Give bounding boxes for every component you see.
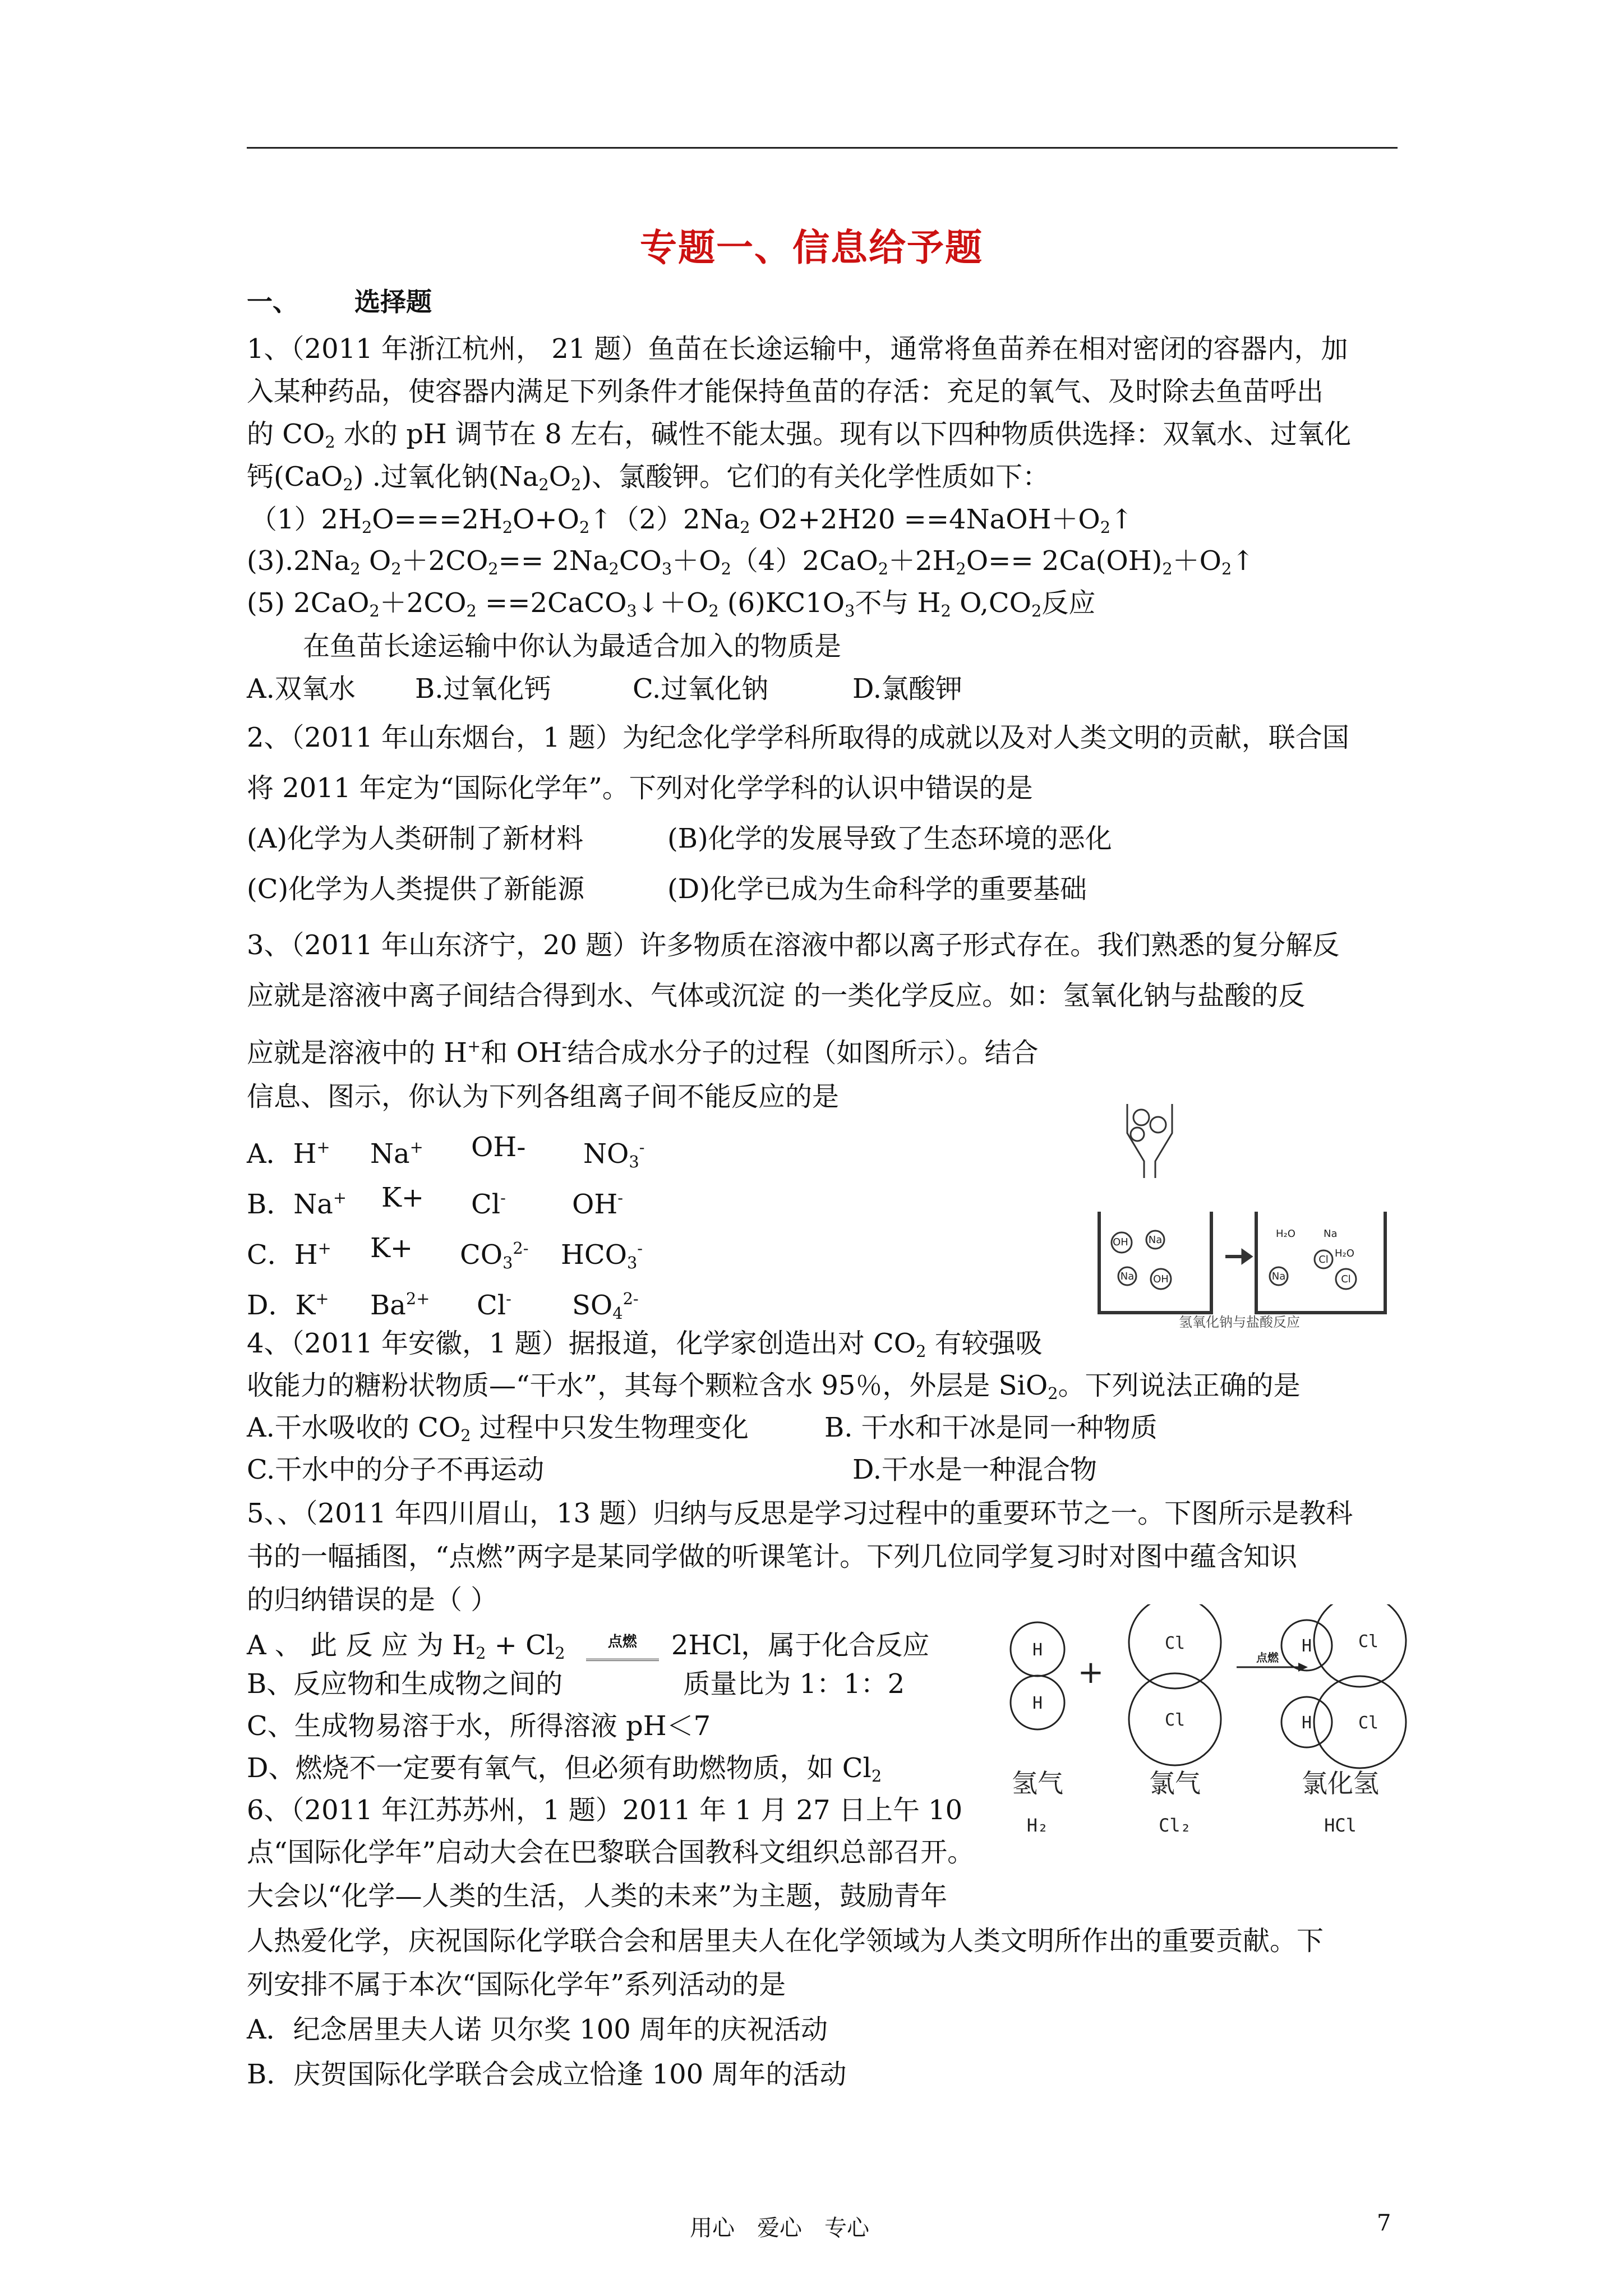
q1-option-d: D.氯酸钾 <box>852 673 963 705</box>
q6-option-a: A．纪念居里夫人诺 贝尔奖 100 周年的庆祝活动 <box>247 2014 828 2045</box>
q5-line-1: 5、、（2011 年四川眉山，13 题）归纳与反思是学习过程中的重要环节之一。下图所示是教科 <box>247 1498 1353 1529</box>
q3-line-1: 3、（2011 年山东济宁，20 题）许多物质在溶液中都以离子形式存在。我们熟悉的复分解反 <box>247 930 1340 961</box>
svg-text:Cl: Cl <box>1358 1632 1379 1651</box>
q4-option-a: A.干水吸收的 $CO_2$ 过程中只发生物理变化 <box>247 1412 749 1445</box>
arrow-condition: 点燃 <box>1256 1651 1279 1664</box>
formula-cl2: Cl₂ <box>1159 1815 1191 1836</box>
q6-line-1: 6、（2011 年江苏苏州，1 题）2011 年 1 月 27 日上午 10 <box>247 1795 963 1826</box>
svg-text:Cl: Cl <box>1318 1254 1329 1266</box>
svg-text:Na: Na <box>1120 1271 1135 1282</box>
svg-text:H₂O: H₂O <box>1276 1228 1295 1240</box>
section-heading <box>247 285 432 319</box>
q1-option-a: A.双氧水 <box>247 673 356 705</box>
cl-ion-icon <box>1133 1110 1149 1125</box>
neutralization-figure <box>1088 1094 1402 1329</box>
formula-h2: H₂ <box>1026 1815 1049 1836</box>
q1-line-1: 1、（2011 年浙江杭州， 21 题）鱼苗在长途运输中，通常将鱼苗养在相对密闭的容器内，加 <box>247 333 1348 365</box>
q2-option-b: (B)化学的发展导致了生态环境的恶化 <box>667 823 1112 854</box>
svg-text:Na: Na <box>1148 1234 1163 1246</box>
svg-text:H: H <box>1032 1694 1043 1713</box>
q5-line-2: 书的一幅插图，“点燃”两字是某同学做的听课笔计。下列几位同学复习时对图中蕴含知识 <box>247 1541 1298 1572</box>
name-chlorine: 氯气 <box>1149 1768 1201 1798</box>
figure-caption: 氢氧化钠与盐酸反应 <box>1179 1314 1300 1329</box>
footer-motto: 用心 爱心 专心 <box>690 2215 869 2241</box>
svg-text:Cl: Cl <box>1358 1713 1379 1733</box>
header-rule <box>247 147 1398 149</box>
hcl-reaction-figure <box>981 1604 1413 1840</box>
q4-option-c: C.干水中的分子不再运动 <box>247 1454 545 1485</box>
name-hcl: 氯化氢 <box>1302 1768 1379 1798</box>
q1-equations-1: $(1)2H_2O===2H_2O+O_2↑(2)2Na_2$ $O2+2H20 ==4NaOH+O_2↑$ <box>250 504 1133 537</box>
q1-line-4: 钙(CaO$_2$) .过氧化钠$(Na_2O_2)$、氯酸钾。它们的有关化学性质如下： <box>247 461 1050 494</box>
q5-line-3: 的归纳错误的是（ ） <box>247 1584 498 1616</box>
svg-text:Cl: Cl <box>1341 1273 1351 1285</box>
section-name: 选择题 <box>354 287 432 317</box>
q4-line-1: 4、（2011 年安徽，1 题）据报道，化学家创造出对 $CO_2$ 有较强吸 <box>247 1328 1043 1361</box>
q1-option-c: C.过氧化钠 <box>633 673 769 705</box>
plus-sign: + <box>1077 1654 1104 1691</box>
q6-option-b: B．庆贺国际化学联合会成立恰逢 100 周年的活动 <box>247 2059 847 2090</box>
q1-line-3: 的 $CO_2$ 水的 pH 调节在 8 左右，碱性不能太强。现有以下四种物质供选择：双氧水、过氧化 <box>247 418 1352 452</box>
svg-text:Na: Na <box>1324 1228 1338 1240</box>
q6-line-5: 列安排不属于本次“国际化学年”系列活动的是 <box>247 1969 786 2000</box>
q1-equations-3: (5) $2CaO_2+2CO_2$ $==2CaCO_3↓+O_2$ $(6)KC1O_3$不与 $H_2$ $O,CO_2$反应 <box>247 587 1096 620</box>
q3-line-3: 应就是溶液中的 H+和 OH-结合成水分子的过程（如图所示）。结合 <box>247 1037 1039 1069</box>
q3-line-4: 信息、图示，你认为下列各组离子间不能反应的是 <box>247 1081 840 1112</box>
q1-equations-2: $(3).2Na_2$ $O_2+2CO_2== 2Na_2CO_3+O_2(4)2CaO_2+2H_2O==$ $2Ca(OH)_2+O_2↑$ <box>247 545 1255 578</box>
q2-line-2: 将 2011 年定为“国际化学年”。下列对化学学科的认识中错误的是 <box>247 772 1033 804</box>
page-title: 专题一、信息给予题 <box>640 226 983 269</box>
q2-line-1: 2、（2011 年山东烟台，1 题）为纪念化学学科所取得的成就以及对人类文明的贡献，联合国 <box>247 722 1349 753</box>
q5-option-a: A 、 此 反 应 为 $H_2 + Cl_2$ 点燃 2HCl，属于化合反应 <box>247 1625 929 1670</box>
svg-text:OH: OH <box>1113 1236 1128 1248</box>
ignite-condition: 点燃 <box>586 1625 659 1661</box>
q1-option-b: B.过氧化钙 <box>415 673 551 705</box>
q2-option-c: (C)化学为人类提供了新能源 <box>247 873 585 905</box>
svg-text:H: H <box>1301 1636 1312 1656</box>
name-hydrogen: 氢气 <box>1012 1768 1063 1798</box>
q2-option-d: (D)化学已成为生命科学的重要基础 <box>667 873 1087 905</box>
q1-question: 在鱼苗长途运输中你认为最适合加入的物质是 <box>303 631 842 662</box>
svg-text:Na: Na <box>1271 1271 1286 1282</box>
q5-option-b: B、反应物和生成物之间的 质量比为 1：1：2 <box>247 1668 905 1700</box>
q6-line-3: 大会以“化学—人类的生活，人类的未来”为主题，鼓励青年 <box>247 1880 948 1912</box>
svg-text:H₂O: H₂O <box>1335 1248 1354 1259</box>
svg-text:Cl: Cl <box>1164 1710 1186 1730</box>
q6-line-2: 点“国际化学年”启动大会在巴黎联合国教科文组织总部召开。 <box>247 1837 975 1868</box>
h-ion-icon <box>1131 1128 1144 1141</box>
svg-text:H: H <box>1032 1640 1043 1660</box>
q2-option-a: (A)化学为人类研制了新材料 <box>247 823 584 854</box>
h-ion-icon <box>1150 1117 1166 1133</box>
page-number: 7 <box>1377 2210 1391 2236</box>
q5-option-c: C、生成物易溶于水，所得溶液 pH＜7 <box>247 1710 711 1742</box>
svg-text:H: H <box>1301 1713 1312 1733</box>
svg-text:OH: OH <box>1153 1273 1169 1285</box>
svg-text:Cl: Cl <box>1164 1634 1186 1653</box>
q4-line-2: 收能力的糖粉状物质—“干水”，其每个颗粒含水 95％，外层是 SiO$_2$。下列说法正确的是 <box>247 1370 1301 1403</box>
q1-line-2: 入某种药品，使容器内满足下列条件才能保持鱼苗的存活：充足的氧气、及时除去鱼苗呼出 <box>247 376 1324 407</box>
q6-line-4: 人热爱化学，庆祝国际化学联合会和居里夫人在化学领域为人类文明所作出的重要贡献。下 <box>247 1925 1324 1957</box>
q4-option-d: D.干水是一种混合物 <box>852 1454 1098 1485</box>
q4-option-b: B. 干水和干冰是同一种物质 <box>824 1412 1158 1443</box>
q5-option-d: D、燃烧不一定要有氧气，但必须有助燃物质，如 $Cl_2$ <box>247 1752 882 1786</box>
q3-line-2: 应就是溶液中离子间结合得到水、气体或沉淀 的一类化学反应。如：氢氧化钠与盐酸的反 <box>247 980 1306 1011</box>
section-number: 一、 <box>247 287 298 317</box>
formula-hcl: HCl <box>1324 1815 1357 1836</box>
